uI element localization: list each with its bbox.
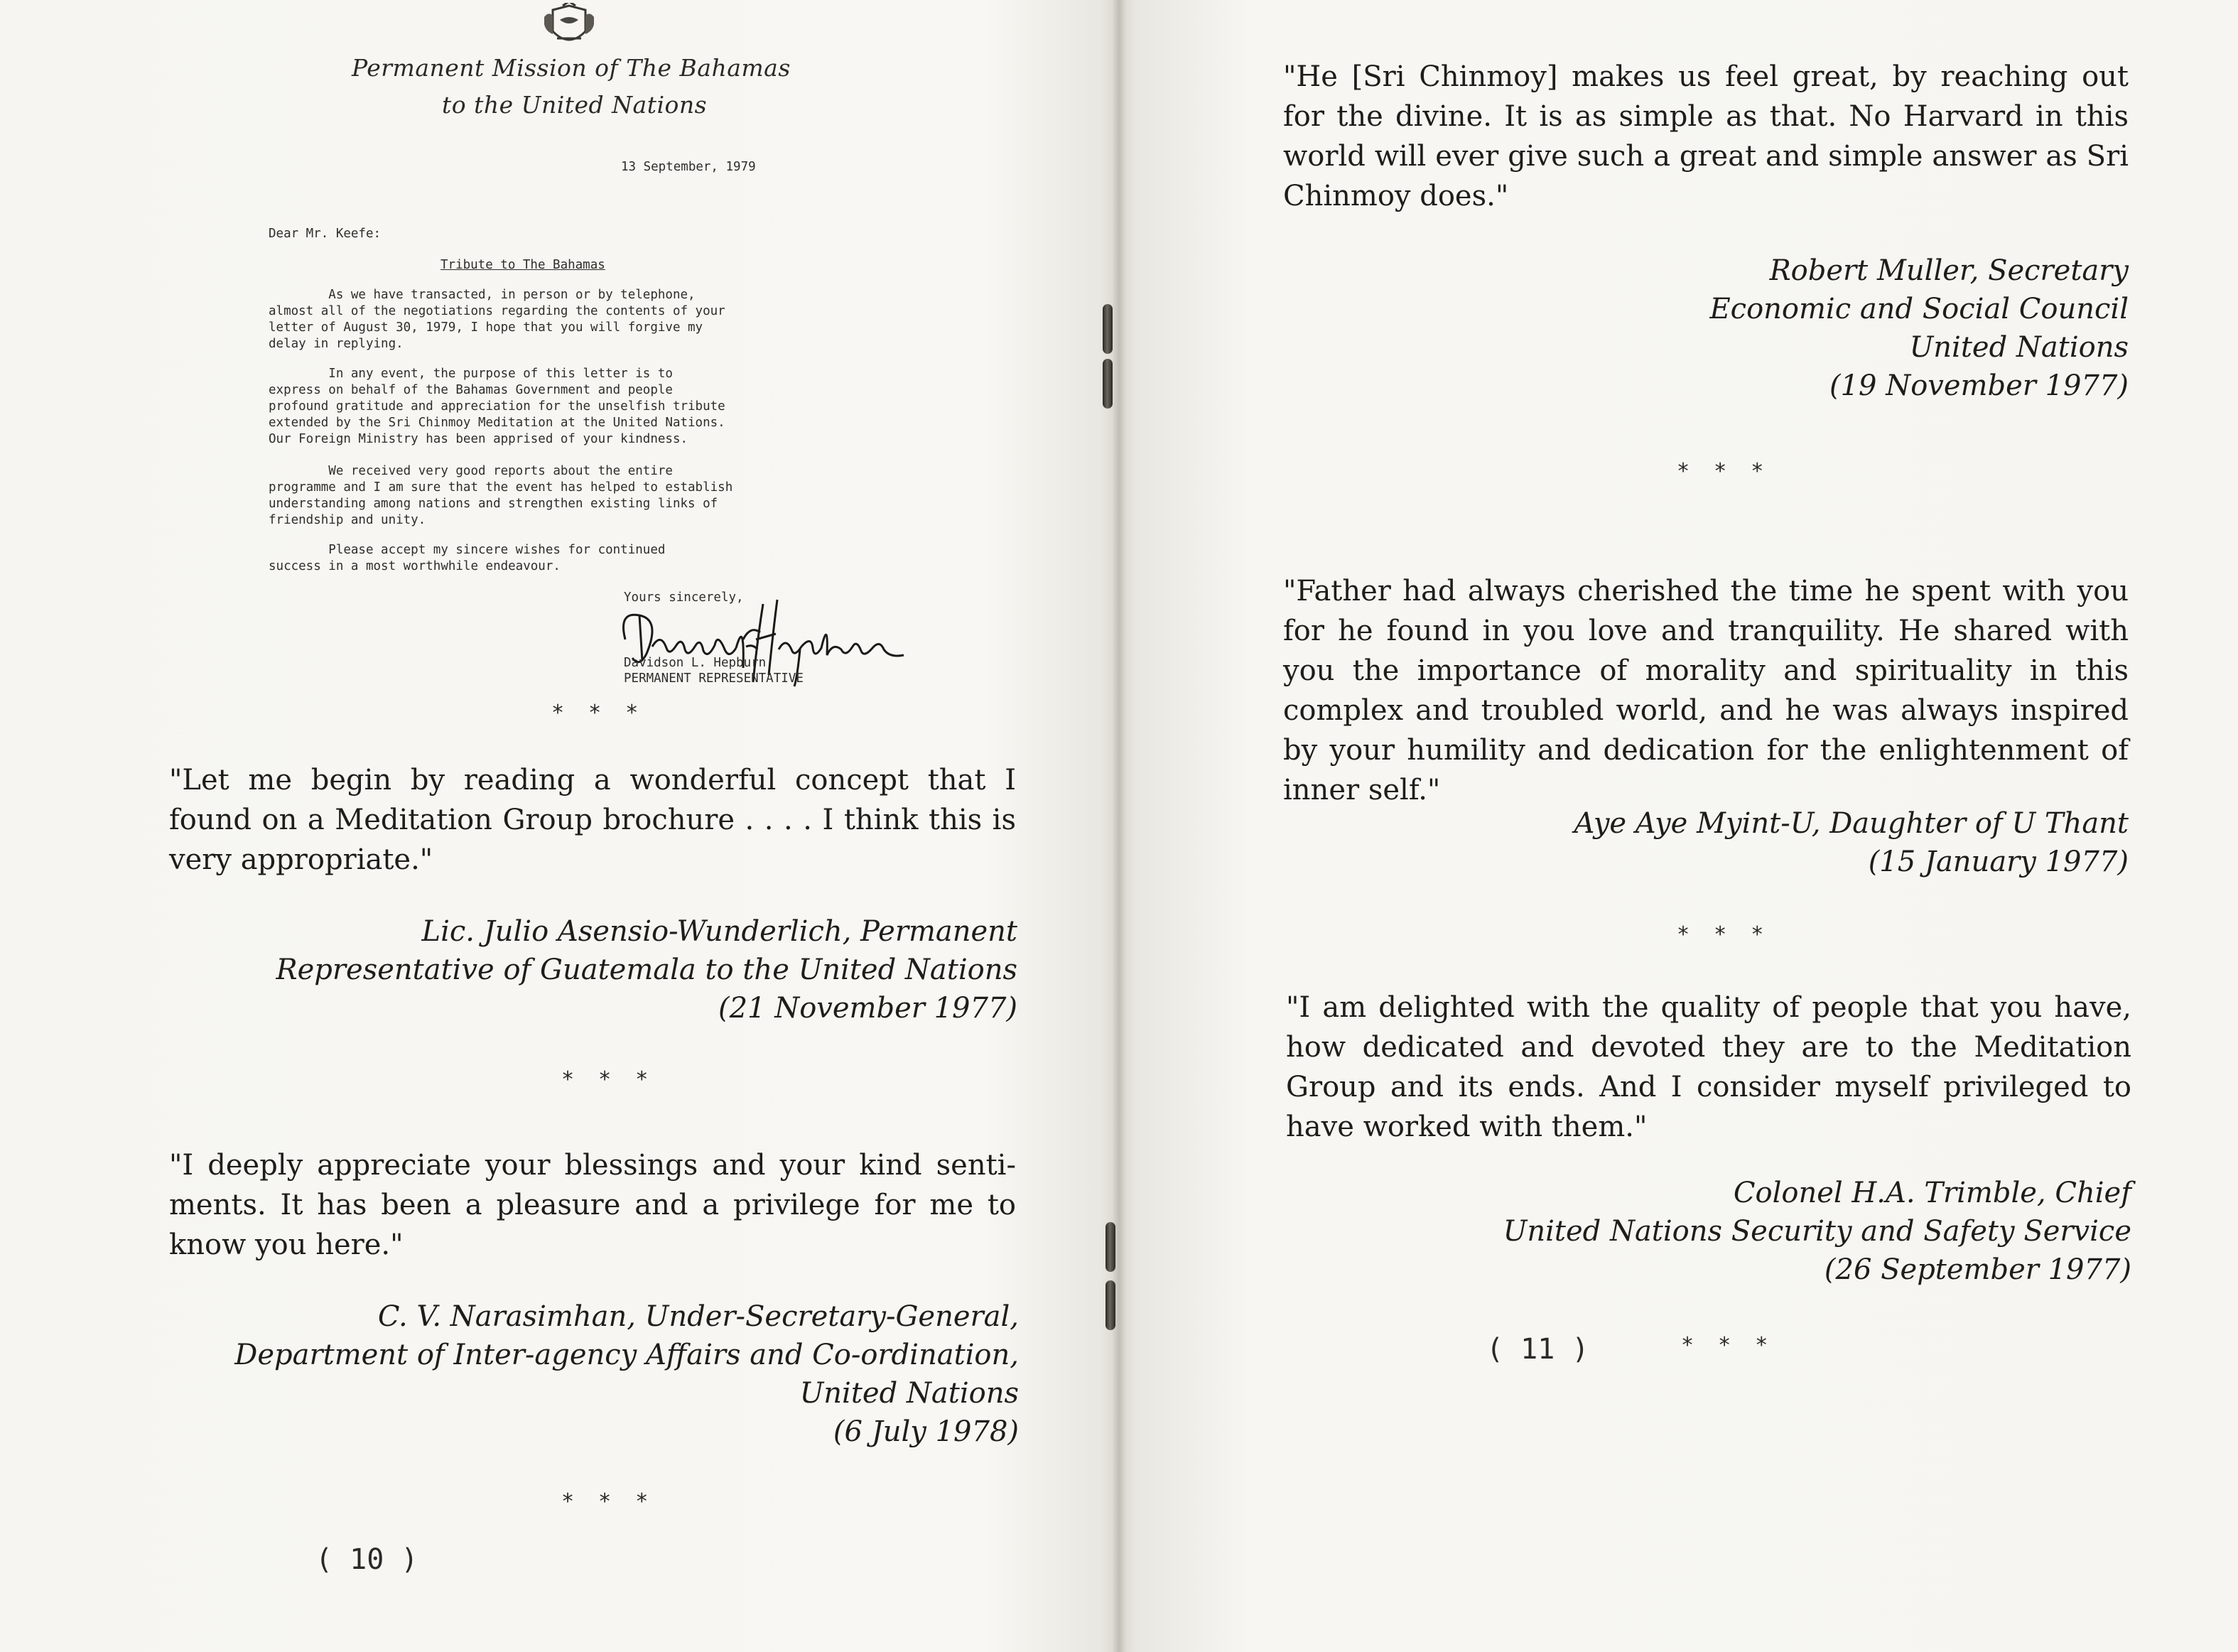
letter-signer-title: PERMANENT REPRESENTATIVE [624, 671, 804, 686]
right-page [1130, 0, 2238, 1652]
separator: * * * [1677, 459, 1770, 484]
letter-salutation: Dear Mr. Keefe: [269, 227, 382, 241]
attribution-line: United Nations [1909, 331, 2129, 364]
attribution-line: United Nations [799, 1377, 1019, 1410]
letter-subject: Tribute to The Bahamas [440, 258, 605, 272]
quote-text: "I deeply appreciate your blessings and your kind senti-ments. It has been a pleasure and a privilege for me to know you here." [169, 1149, 1016, 1261]
quote-attribution [1400, 804, 2129, 881]
letter-paragraph: In any event, the purpose of this letter is to express on behalf of the Bahamas Government and people profound gratitude and appreciation for the unselfish tribute extended by the Sri Chinmoy Meditation at the United Nations. Our Foreign Ministry has been apprised of your kindness. [269, 367, 725, 446]
separator: * * * [561, 1067, 654, 1092]
attribution-line: C. V. Narasimhan, Under-Secretary-General, [377, 1300, 1019, 1333]
attribution-line: (21 November 1977) [718, 992, 1017, 1025]
embedded-letter [0, 0, 1108, 711]
attribution-line: Department of Inter-agency Affairs and Co-ordination, [234, 1339, 1019, 1371]
quote-text: "He [Sri Chinmoy] makes us feel great, by reaching out for the divine. It is as simple as that. No Harvard in this world will ever give such a great and simple answer as Sri Chinmoy does." [1283, 60, 2129, 212]
quote-text: "Father had always cherished the time he spent with you for he found in you love and tranquility. He shared with you the importance of morality and spirituality in this complex and troubled world, and he was always inspired by your humility and dedication for the enlightenment of inner self." [1283, 575, 2129, 806]
quote-text: "Let me begin by reading a wonderful concept that I found on a Meditation Group brochure . . . . I think this is very appropriate." [169, 764, 1016, 876]
quote-attribution [1400, 1174, 2131, 1289]
page-number: ( 10 ) [315, 1543, 418, 1576]
letter-paragraph: Please accept my sincere wishes for continued success in a most worthwhile endeavour. [269, 543, 666, 573]
separator: * * * [551, 701, 644, 725]
separator: * * * [1681, 1333, 1774, 1358]
attribution-line: (6 July 1978) [833, 1415, 1019, 1448]
attribution-line: Representative of Guatemala to the United Nations [276, 954, 1017, 986]
quote-attribution [270, 912, 1017, 1027]
letter-signer-name: Davidson L. Hepburn [624, 656, 767, 670]
separator: * * * [561, 1489, 654, 1514]
left-page [0, 0, 1108, 1652]
coat-of-arms-icon [539, 3, 600, 50]
attribution-line: (26 September 1977) [1824, 1253, 2131, 1286]
book-gutter [1112, 0, 1126, 1652]
quote-attribution [213, 1297, 1019, 1451]
quote-text: "I am delighted with the quality of people that you have, how dedicated and devoted they are to the Meditation Group and its ends. And I consider myself privileged to have worked with them." [1286, 991, 2131, 1143]
attribution-line: (15 January 1977) [1868, 846, 2129, 878]
staple [1103, 304, 1113, 354]
attribution-line: Robert Muller, Secretary [1769, 254, 2129, 287]
letter-closing: Yours sincerely, [624, 590, 744, 605]
staple [1106, 1280, 1115, 1330]
separator: * * * [1677, 922, 1770, 947]
staple [1103, 359, 1113, 409]
letter-paragraph: We received very good reports about the entire programme and I am sure that the event has helped to establish understanding among nations and strengthen existing links of friendship and unity. [269, 464, 733, 527]
attribution-line: Aye Aye Myint-U, Daughter of U Thant [1574, 807, 2129, 840]
letter-paragraph: As we have transacted, in person or by telephone, almost all of the negotiations regarding the contents of your letter of August 30, 1979, I hope that you will forgive my delay in replying. [269, 288, 725, 351]
attribution-line: Colonel H.A. Trimble, Chief [1733, 1177, 2131, 1209]
letterhead-subtitle: to the United Nations [442, 91, 708, 119]
attribution-line: United Nations Security and Safety Service [1503, 1215, 2131, 1248]
attribution-line: Lic. Julio Asensio-Wunderlich, Permanent [421, 915, 1017, 948]
attribution-line: Economic and Social Council [1709, 293, 2129, 325]
staple [1106, 1222, 1115, 1272]
letterhead-title: Permanent Mission of The Bahamas [352, 54, 791, 82]
attribution-line: (19 November 1977) [1829, 369, 2129, 402]
quote-attribution [1400, 252, 2129, 405]
letter-date: 13 September, 1979 [621, 160, 756, 174]
page-number: ( 11 ) [1486, 1333, 1589, 1366]
